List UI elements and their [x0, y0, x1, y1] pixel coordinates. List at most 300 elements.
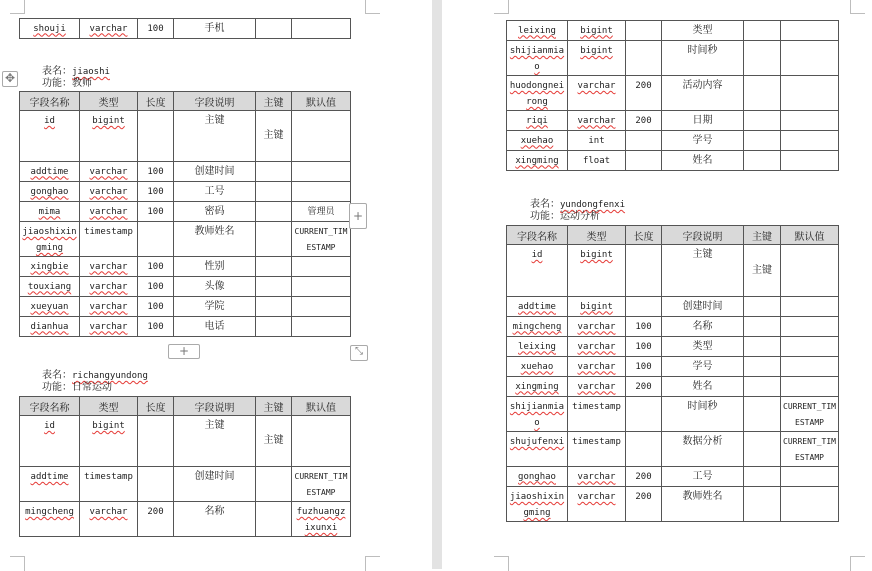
field-type-text: varchar [577, 381, 616, 392]
column-header: 主键 [256, 92, 292, 111]
table-row [507, 297, 839, 317]
field-description [662, 41, 744, 76]
field-name-text: jiaoshixingming [22, 227, 77, 253]
field-description-text: 类型 [692, 24, 713, 36]
field-description [174, 162, 256, 182]
field-name [507, 467, 568, 487]
field-name-text: jiaoshixingming [509, 492, 565, 518]
column-header: 主键 [256, 397, 292, 416]
default-value [781, 317, 839, 337]
field-name-text: leixing [518, 341, 556, 352]
default-value [781, 111, 839, 131]
field-description-text: 教师姓名 [682, 491, 723, 502]
default-value [292, 277, 351, 297]
table-body [20, 19, 351, 39]
field-description [662, 467, 744, 487]
field-type [568, 397, 626, 432]
field-type-text: varchar [89, 166, 128, 177]
field-name [20, 19, 80, 39]
table-body [20, 416, 351, 537]
field-description [662, 131, 744, 151]
primary-key [744, 377, 781, 397]
field-description-text: 姓名 [692, 154, 713, 166]
field-name-text: shujufenxi [509, 437, 565, 447]
field-description-text: 创建时间 [194, 165, 235, 177]
page-corner-mark [850, 0, 865, 14]
table-move-handle[interactable]: ✥ [2, 71, 18, 87]
primary-key-text: 主键 [263, 435, 284, 446]
primary-key [744, 467, 781, 487]
field-name-text: gonghao [518, 471, 556, 482]
table-row [20, 502, 351, 537]
default-value [781, 467, 839, 487]
field-description-text: 性别 [204, 260, 225, 272]
table-row [20, 19, 351, 39]
primary-key [256, 111, 292, 162]
field-name-text: addtime [30, 166, 69, 177]
table-row [507, 432, 839, 467]
field-description-text: 日期 [692, 114, 713, 126]
field-description-text: 密码 [204, 205, 225, 217]
primary-key [744, 357, 781, 377]
field-name-text: huodongneirong [509, 81, 565, 107]
field-name [507, 245, 568, 297]
primary-key [256, 162, 292, 182]
table-function: 教师 [72, 78, 92, 89]
field-name [507, 487, 568, 522]
field-length [626, 337, 662, 357]
default-value-text: CURRENT_TIMESTAMP [783, 437, 836, 462]
table-row [20, 257, 351, 277]
table-body [507, 21, 839, 171]
field-description [174, 277, 256, 297]
field-length [626, 245, 662, 297]
table-row [20, 297, 351, 317]
field-name-text: id [44, 421, 55, 431]
field-type-text: varchar [577, 115, 616, 126]
field-type [568, 111, 626, 131]
table-function: 日常运动 [72, 382, 112, 393]
table-row [20, 416, 351, 467]
default-value [292, 416, 351, 467]
field-description-text: 主键 [204, 420, 225, 431]
default-value [292, 162, 351, 182]
table-row [507, 467, 839, 487]
field-description [174, 257, 256, 277]
field-type-text: timestamp [84, 472, 133, 482]
table-resize-handle[interactable]: ⤡ [350, 345, 368, 361]
field-length [626, 432, 662, 467]
field-type-text: varchar [577, 471, 616, 482]
field-type [80, 277, 138, 297]
table-row [20, 222, 351, 257]
field-type [568, 151, 626, 171]
field-length [138, 162, 174, 182]
field-name-text: touxiang [27, 281, 72, 292]
field-type-text: varchar [89, 507, 128, 517]
field-name [20, 467, 80, 502]
field-name-text: xingming [515, 381, 559, 392]
table-row [20, 162, 351, 182]
table-jiaoshi [19, 91, 351, 337]
field-type-text: float [582, 155, 611, 166]
default-value [781, 337, 839, 357]
field-type [568, 297, 626, 317]
table-name: yundongfenxi [560, 200, 626, 210]
field-description [174, 111, 256, 162]
default-value-text: 管理员 [307, 206, 335, 217]
table-name-label: 表名： [42, 370, 72, 381]
field-length [626, 357, 662, 377]
table-row [507, 245, 839, 297]
field-description-text: 电话 [204, 320, 225, 332]
field-type-text: bigint [580, 25, 613, 36]
field-name [20, 222, 80, 257]
column-header: 长度 [138, 397, 174, 416]
primary-key [256, 317, 292, 337]
field-name [507, 377, 568, 397]
field-length [138, 416, 174, 467]
primary-key [256, 257, 292, 277]
table-info-jiaoshi [42, 66, 110, 90]
field-type-text: varchar [89, 186, 128, 197]
table-name-label: 表名： [530, 199, 560, 210]
field-description [174, 467, 256, 502]
table-info-yundongfenxi [530, 199, 625, 223]
field-name-text: gonghao [30, 186, 69, 197]
field-type [80, 202, 138, 222]
table-row [507, 111, 839, 131]
field-length [626, 151, 662, 171]
default-value [292, 111, 351, 162]
field-description-text: 头像 [204, 280, 225, 292]
field-name-text: xingbie [30, 261, 69, 272]
field-name [20, 317, 80, 337]
default-value-text: CURRENT_TIMESTAMP [294, 227, 348, 252]
field-name-text: id [44, 116, 55, 126]
field-type [80, 19, 138, 39]
field-description [174, 502, 256, 537]
table-row [20, 182, 351, 202]
field-length [626, 21, 662, 41]
header-row [20, 397, 351, 416]
table-continued-right [506, 20, 839, 171]
table-body [20, 111, 351, 337]
field-description [662, 357, 744, 377]
field-type-text: varchar [577, 321, 616, 332]
field-description-text: 学号 [692, 134, 713, 146]
column-header: 字段名称 [20, 92, 80, 111]
field-type-text: varchar [89, 206, 128, 217]
table-row [20, 202, 351, 222]
page-corner-mark [494, 0, 509, 14]
primary-key [744, 111, 781, 131]
field-name [20, 257, 80, 277]
table-row [507, 487, 839, 522]
field-name-text: addtime [518, 301, 556, 312]
field-length-text: 200 [635, 492, 652, 502]
document-page-left [0, 0, 432, 569]
field-type [568, 467, 626, 487]
field-description-text: 教师姓名 [194, 226, 235, 237]
field-length [626, 397, 662, 432]
table-row [507, 377, 839, 397]
field-name-text: mima [38, 206, 61, 217]
field-description [662, 317, 744, 337]
field-name [20, 202, 80, 222]
field-length [138, 467, 174, 502]
field-length [626, 487, 662, 522]
column-header: 字段说明 [174, 397, 256, 416]
default-value [292, 502, 351, 537]
field-type-text: varchar [577, 81, 616, 91]
field-description-text: 主键 [204, 115, 225, 126]
field-description [174, 297, 256, 317]
primary-key [744, 151, 781, 171]
field-length [138, 502, 174, 537]
field-length [138, 257, 174, 277]
default-value [781, 21, 839, 41]
field-description-text: 工号 [692, 470, 713, 482]
table-row [507, 151, 839, 171]
column-header: 长度 [626, 226, 662, 245]
field-type-text: timestamp [84, 227, 133, 237]
field-description-text: 创建时间 [682, 300, 723, 312]
field-type [568, 337, 626, 357]
field-description [174, 222, 256, 257]
table-row [507, 337, 839, 357]
field-length-text: 200 [635, 381, 652, 392]
field-type-text: bigint [580, 46, 613, 56]
field-name [20, 416, 80, 467]
primary-key [744, 487, 781, 522]
field-description [662, 397, 744, 432]
field-length [626, 377, 662, 397]
header-row [20, 92, 351, 111]
field-length [626, 41, 662, 76]
field-type [80, 111, 138, 162]
primary-key [256, 19, 292, 39]
page-corner-mark [10, 0, 25, 14]
field-type-text: bigint [580, 301, 613, 312]
primary-key [744, 21, 781, 41]
field-length [138, 111, 174, 162]
field-length-text: 100 [635, 321, 652, 332]
field-name [507, 76, 568, 111]
default-value [781, 76, 839, 111]
field-type-text: varchar [577, 492, 616, 502]
table-row [20, 317, 351, 337]
field-name [20, 111, 80, 162]
column-header: 默认值 [781, 226, 839, 245]
field-length-text: 100 [147, 281, 164, 292]
column-header: 字段说明 [174, 92, 256, 111]
field-length-text: 200 [635, 115, 652, 126]
table-function: 运动分析 [560, 211, 600, 222]
field-name [507, 397, 568, 432]
primary-key [256, 202, 292, 222]
field-length-text: 200 [635, 81, 652, 91]
field-description-text: 时间秒 [687, 45, 718, 56]
field-name [507, 41, 568, 76]
field-type-text: int [588, 135, 605, 146]
primary-key-text: 主键 [752, 264, 772, 276]
field-type [80, 317, 138, 337]
field-type [568, 245, 626, 297]
table-row [507, 41, 839, 76]
field-type-text: varchar [577, 361, 616, 372]
column-header: 类型 [80, 397, 138, 416]
default-value [781, 151, 839, 171]
field-description [662, 337, 744, 357]
add-column-button[interactable]: + [349, 203, 367, 229]
field-length [138, 317, 174, 337]
field-type [80, 222, 138, 257]
add-row-button[interactable]: + [168, 344, 200, 359]
field-length-text: 200 [147, 507, 164, 517]
field-type-text: bigint [92, 116, 125, 126]
column-header: 长度 [138, 92, 174, 111]
column-header: 类型 [80, 92, 138, 111]
function-label: 功能： [530, 211, 560, 222]
field-description-text: 工号 [204, 185, 225, 197]
field-description-text: 名称 [204, 506, 225, 517]
table-row [507, 76, 839, 111]
column-header: 字段名称 [507, 226, 568, 245]
field-type-text: timestamp [572, 437, 621, 447]
field-name-text: shouji [33, 23, 66, 34]
field-name-text: leixing [518, 25, 556, 36]
field-length [626, 131, 662, 151]
field-name-text: xingming [515, 155, 559, 166]
default-value-text: CURRENT_TIMESTAMP [294, 472, 348, 497]
table-richangyundong [19, 396, 351, 537]
field-type-text: bigint [580, 250, 613, 260]
primary-key [256, 467, 292, 502]
field-type [80, 182, 138, 202]
primary-key [744, 41, 781, 76]
field-description [174, 19, 256, 39]
field-description-text: 时间秒 [687, 401, 718, 412]
field-description-text: 主键 [692, 249, 713, 260]
field-type [568, 487, 626, 522]
primary-key-text: 主键 [263, 130, 284, 141]
table-row [507, 21, 839, 41]
field-length [626, 76, 662, 111]
field-length [626, 111, 662, 131]
field-description-text: 学院 [204, 300, 225, 312]
page-corner-mark [365, 0, 380, 14]
field-length-text: 100 [147, 186, 164, 197]
primary-key [744, 131, 781, 151]
primary-key [744, 337, 781, 357]
field-length-text: 100 [635, 341, 652, 352]
field-name [20, 162, 80, 182]
column-header: 默认值 [292, 397, 351, 416]
field-name [20, 502, 80, 537]
field-type [568, 377, 626, 397]
field-length-text: 100 [147, 206, 164, 217]
field-name [20, 297, 80, 317]
default-value [781, 487, 839, 522]
field-description [662, 76, 744, 111]
table-row [20, 467, 351, 502]
field-type-text: varchar [89, 23, 128, 34]
primary-key [256, 222, 292, 257]
field-length [138, 297, 174, 317]
field-length-text: 200 [635, 471, 652, 482]
primary-key [744, 317, 781, 337]
table-name: richangyundong [72, 371, 148, 381]
field-type [568, 131, 626, 151]
field-type-text: varchar [89, 281, 128, 292]
field-length [138, 277, 174, 297]
default-value [292, 257, 351, 277]
field-description [174, 202, 256, 222]
field-name [507, 357, 568, 377]
column-header: 默认值 [292, 92, 351, 111]
field-type [80, 467, 138, 502]
field-type-text: varchar [577, 341, 616, 352]
field-description [662, 377, 744, 397]
table-row [507, 397, 839, 432]
primary-key [744, 76, 781, 111]
field-description [174, 317, 256, 337]
field-description-text: 手机 [204, 22, 225, 34]
table-continued-left [19, 18, 351, 39]
field-length [626, 467, 662, 487]
field-length-text: 100 [147, 321, 164, 332]
default-value [781, 377, 839, 397]
field-type-text: timestamp [572, 402, 621, 412]
field-length [138, 222, 174, 257]
field-description [662, 297, 744, 317]
field-description [662, 111, 744, 131]
column-header: 类型 [568, 226, 626, 245]
table-name-label: 表名： [42, 66, 72, 77]
primary-key [744, 432, 781, 467]
field-description-text: 创建时间 [194, 471, 235, 482]
default-value [781, 397, 839, 432]
page-gutter [432, 0, 442, 569]
field-name-text: mingcheng [25, 507, 74, 517]
column-header: 主键 [744, 226, 781, 245]
default-value [292, 467, 351, 502]
field-name-text: xueyuan [30, 301, 69, 312]
field-length [626, 297, 662, 317]
field-length-text: 100 [147, 301, 164, 312]
default-value [781, 357, 839, 377]
field-type [80, 502, 138, 537]
field-type [80, 162, 138, 182]
field-name-text: xuehao [520, 361, 554, 372]
default-value [292, 297, 351, 317]
field-description [662, 245, 744, 297]
default-value [292, 222, 351, 257]
primary-key [256, 502, 292, 537]
primary-key [744, 245, 781, 297]
default-value [781, 297, 839, 317]
field-description [174, 182, 256, 202]
field-length [138, 19, 174, 39]
field-description [662, 432, 744, 467]
table-row [507, 357, 839, 377]
field-description [662, 21, 744, 41]
field-type [568, 41, 626, 76]
field-type [568, 432, 626, 467]
field-description [662, 151, 744, 171]
field-length [138, 202, 174, 222]
